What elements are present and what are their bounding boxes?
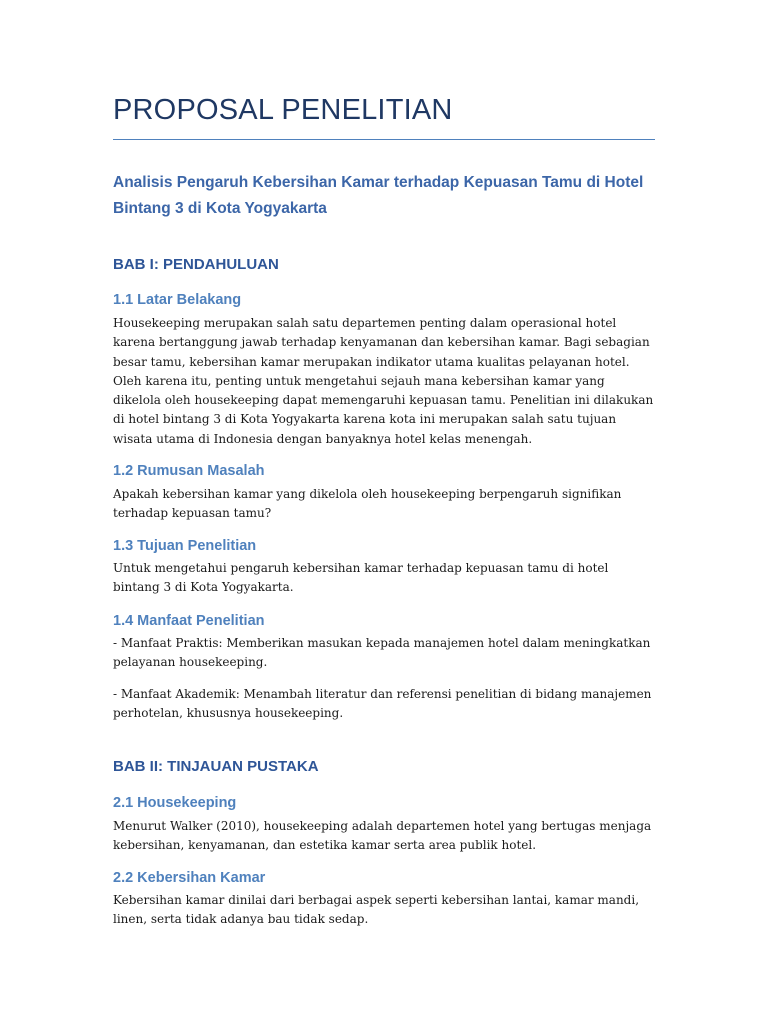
chapter-2-heading: BAB II: TINJAUAN PUSTAKA: [113, 758, 319, 775]
section-1-4-heading: 1.4 Manfaat Penelitian: [113, 613, 265, 629]
section-1-3-heading: 1.3 Tujuan Penelitian: [113, 538, 257, 554]
document-title: PROPOSAL PENELITIAN: [113, 94, 453, 126]
section-2-1-text: Menurut Walker (2010), housekeeping adalah departemen hotel yang bertugas menjaga kebersihan, kenyamanan, dan estetika kamar serta area publik hotel.: [113, 819, 652, 853]
section-2-1-heading: 2.1 Housekeeping: [113, 795, 237, 811]
document-subtitle: Analisis Pengaruh Kebersihan Kamar terhadap Kepuasan Tamu di Hotel Bintang 3 di Kota Yogyakarta: [113, 174, 644, 217]
section-1-2-heading: 1.2 Rumusan Masalah: [113, 463, 265, 479]
title-underline: [113, 139, 655, 140]
section-2-2-heading: 2.2 Kebersihan Kamar: [113, 870, 266, 886]
section-1-1-text: Housekeeping merupakan salah satu departemen penting dalam operasional hotel karena bertanggung jawab terhadap kenyamanan dan kebersihan kamar. Bagi sebagian besar tamu, kebersihan kamar merupakan indikator utama kualitas pelayanan hotel. Oleh karena itu, penting untuk mengetahui sejauh mana kebersihan kamar yang dikelola oleh housekeeping dapat memengaruhi kepuasan tamu. Penelitian ini dilakukan di hotel bintang 3 di Kota Yogyakarta karena kota ini merupakan salah satu tujuan wisata utama di Indonesia dengan banyaknya hotel kelas menengah.: [113, 316, 654, 446]
section-1-4-item-academic: - Manfaat Akademik: Menambah literatur dan referensi penelitian di bidang manajemen perhotelan, khususnya housekeeping.: [113, 687, 652, 721]
section-1-4-item-practical: - Manfaat Praktis: Memberikan masukan kepada manajemen hotel dalam meningkatkan pelayanan housekeeping.: [113, 636, 651, 670]
section-1-3-text: Untuk mengetahui pengaruh kebersihan kamar terhadap kepuasan tamu di hotel bintang 3 di Kota Yogyakarta.: [113, 561, 609, 595]
chapter-1-heading: BAB I: PENDAHULUAN: [113, 256, 279, 273]
section-1-1-heading: 1.1 Latar Belakang: [113, 292, 242, 308]
section-1-2-text: Apakah kebersihan kamar yang dikelola oleh housekeeping berpengaruh signifikan terhadap kepuasan tamu?: [113, 487, 622, 521]
section-2-2-text: Kebersihan kamar dinilai dari berbagai aspek seperti kebersihan lantai, kamar mandi, linen, serta tidak adanya bau tidak sedap.: [113, 893, 640, 927]
